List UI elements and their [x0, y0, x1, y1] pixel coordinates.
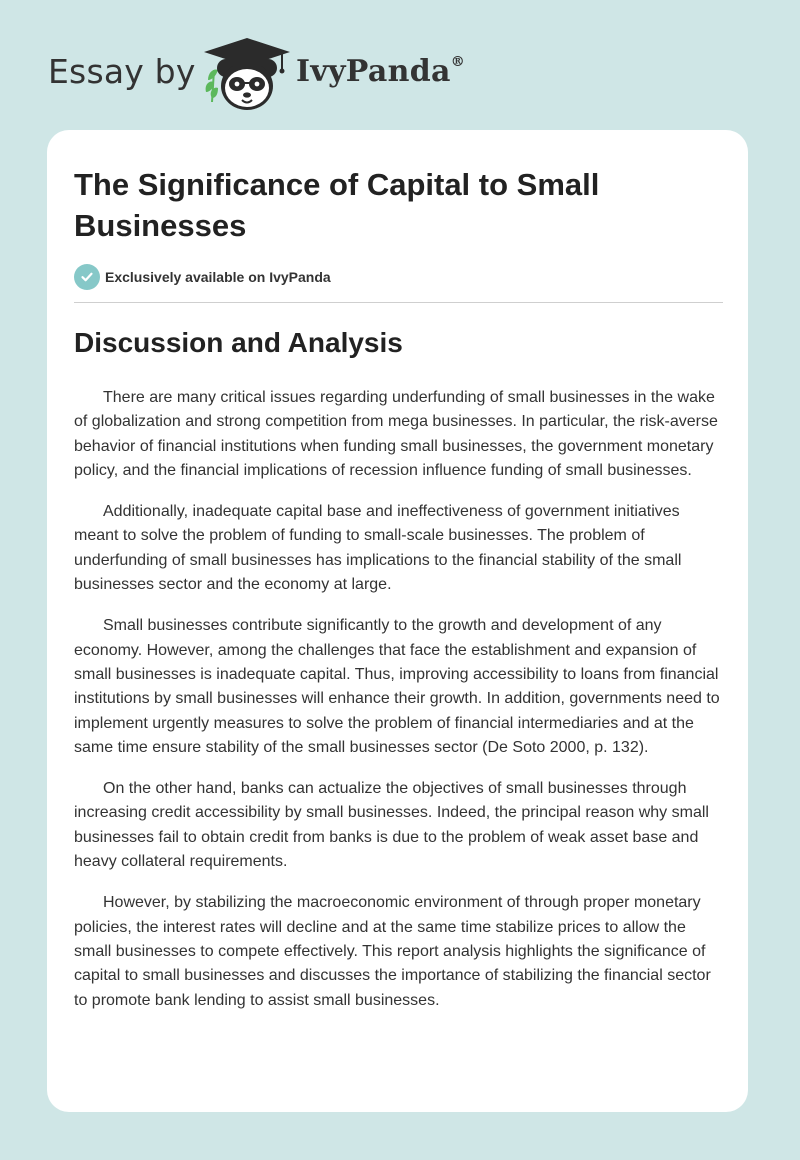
paragraph: Additionally, inadequate capital base and ineffectiveness of government initiatives meant to solve the problem of funding to small-scale businesses. The problem of underfunding of small businesses has implications to the financial stability of the small businesses sector and the economy at large. [74, 503, 682, 594]
brand-name[interactable]: IvyPanda® [296, 54, 466, 89]
registered-mark: ® [450, 54, 466, 70]
site-header [0, 0, 800, 120]
paragraph: There are many critical issues regarding underfunding of small businesses in the wake of globalization and strong competition from mega businesses. In particular, the risk-averse behavior of financial institutions when funding small businesses, the government monetary policy, and the financial implications of recession influence funding of small businesses. [74, 389, 718, 479]
paragraph: On the other hand, banks can actualize the objectives of small businesses through increasing credit accessibility by small businesses. Indeed, the principal reason why small businesses fail to obtain credit from banks is due to the problem of weak asset base and heavy collateral requirements. [74, 780, 709, 871]
essay-by-label: Essay by [48, 52, 196, 91]
essay-card [47, 130, 748, 1112]
essay-body [74, 386, 726, 1030]
divider [74, 302, 723, 303]
badge-text: Exclusively available on IvyPanda [105, 269, 331, 285]
page-title: The Significance of Capital to Small Businesses [74, 167, 600, 243]
paragraph: However, by stabilizing the macroeconomic environment of through proper monetary policies, the interest rates will decline and at the same time stabilize prices to allow the small businesses to compete effectively. This report analysis highlights the significance of capital to small businesses and discusses the importance of stabilizing the financial sector to promote bank lending to assist small businesses. [74, 894, 711, 1009]
exclusive-badge [74, 264, 331, 290]
paragraph: Small businesses contribute significantly to the growth and development of any economy. However, among the challenges that face the establishment and expansion of small businesses is inadequate capital. Thus, improving accessibility to loans from financial institutions by small businesses will enhance their growth. In addition, governments need to implement urgently measures to solve the problem of financial intermediaries and at the same time ensure stability of the small businesses sector (De Soto 2000, p. 132). [74, 617, 720, 756]
panda-graduate-icon[interactable] [202, 36, 292, 112]
check-icon [74, 264, 100, 290]
section-heading: Discussion and Analysis [74, 327, 403, 358]
